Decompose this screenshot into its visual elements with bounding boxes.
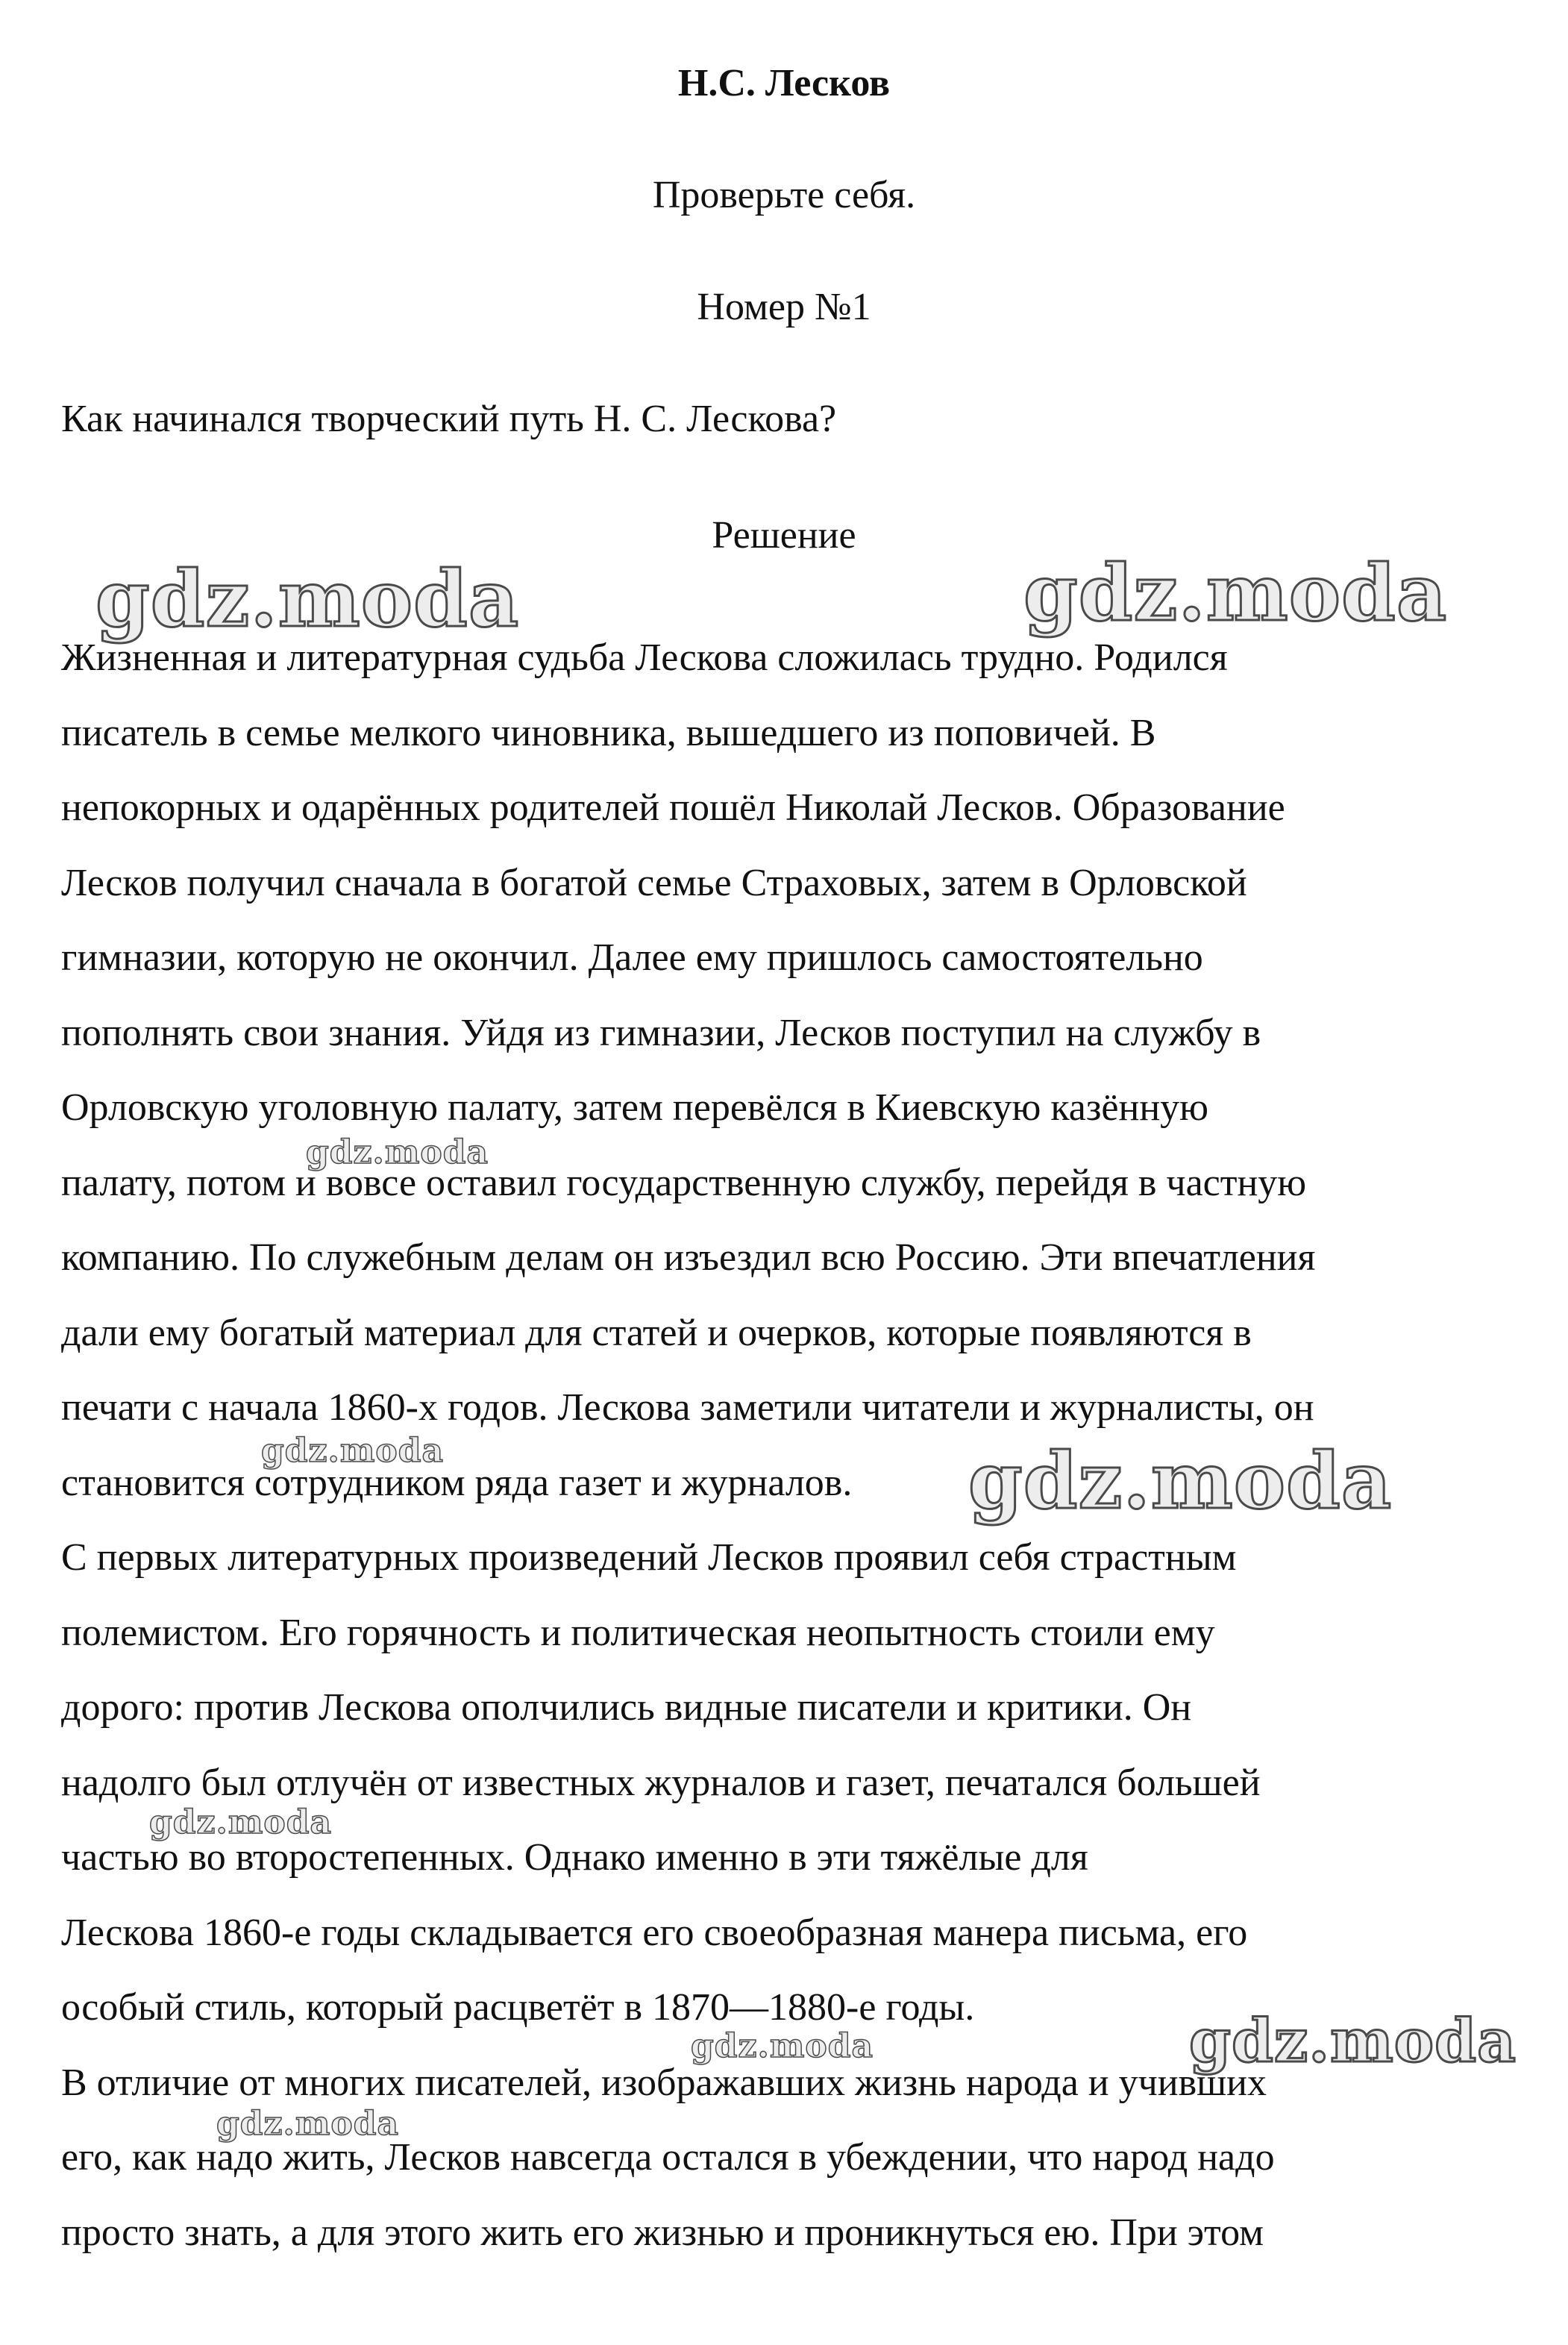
body-line: печати с начала 1860-х годов. Лескова заметили читатели и журналисты, он: [61, 1386, 1314, 1429]
body-line: особый стиль, который расцветёт в 1870—1880-е годы.: [61, 1986, 975, 2029]
solution-body: [61, 636, 1523, 2285]
body-line: частью во второстепенных. Однако именно в эти тяжёлые для: [61, 1836, 1088, 1879]
watermark-logo: gdz.moda: [149, 1803, 333, 1841]
section-subtitle: Проверьте себя.: [652, 174, 916, 216]
watermark-logo: gdz.moda: [1189, 2006, 1517, 2076]
body-line: С первых литературных произведений Лесков проявил себя страстным: [61, 1536, 1237, 1579]
body-line: Лесков получил сначала в богатой семье Страховых, затем в Орловской: [61, 861, 1247, 904]
body-line: Лескова 1860-е годы складывается его своеобразная манера письма, его: [61, 1911, 1248, 1954]
watermark-logo: gdz.moda: [1023, 547, 1448, 639]
page-title: Н.С. Лесков: [677, 62, 891, 104]
body-line: Жизненная и литературная судьба Лескова сложилась трудно. Родился: [61, 636, 1228, 679]
watermark-logo: gdz.moda: [261, 1432, 445, 1470]
watermark-logo: gdz.moda: [691, 2027, 874, 2065]
body-line: В отличие от многих писателей, изображавших жизнь народа и учивших: [61, 2061, 1267, 2104]
body-line: гимназии, которую не окончил. Далее ему пришлось самостоятельно: [61, 936, 1203, 979]
watermark-logo: gdz.moda: [306, 1133, 489, 1171]
body-line: палату, потом и вовсе оставил государственную службу, перейдя в частную: [61, 1161, 1307, 1204]
body-line: писатель в семье мелкого чиновника, вышедшего из поповичей. В: [61, 711, 1156, 754]
watermark-logo: gdz.moda: [968, 1435, 1393, 1527]
body-line: Орловскую уголовную палату, затем перевёлся в Киевскую казённую: [61, 1086, 1209, 1129]
body-line: дорого: против Лескова ополчились видные писатели и критики. Он: [61, 1686, 1192, 1729]
body-line: компанию. По служебным делам он изъездил всю Россию. Эти впечатления: [61, 1236, 1316, 1279]
body-line: непокорных и одарённых родителей пошёл Николай Лесков. Образование: [61, 786, 1285, 829]
solution-heading: Решение: [712, 514, 856, 557]
body-line: дали ему богатый материал для статей и очерков, которые появляются в: [61, 1311, 1252, 1354]
watermark-logo: gdz.moda: [216, 2105, 400, 2143]
watermark-logo: gdz.moda: [95, 553, 520, 645]
body-line: пополнять свои знания. Уйдя из гимназии, Лесков поступил на службу в: [61, 1011, 1261, 1054]
question-text: Как начинался творческий путь Н. С. Лескова?: [61, 398, 837, 440]
task-number: Номер №1: [697, 286, 871, 328]
body-line: просто знать, а для этого жить его жизнью и проникнуться ею. При этом: [61, 2211, 1264, 2254]
body-line: его, как надо жить, Лесков навсегда остался в убеждении, что народ надо: [61, 2136, 1275, 2179]
body-line: полемистом. Его горячность и политическая неопытность стоили ему: [61, 1611, 1215, 1654]
body-line: становится сотрудником ряда газет и журналов.: [61, 1461, 853, 1504]
body-line: надолго был отлучён от известных журналов и газет, печатался большей: [61, 1761, 1261, 1804]
